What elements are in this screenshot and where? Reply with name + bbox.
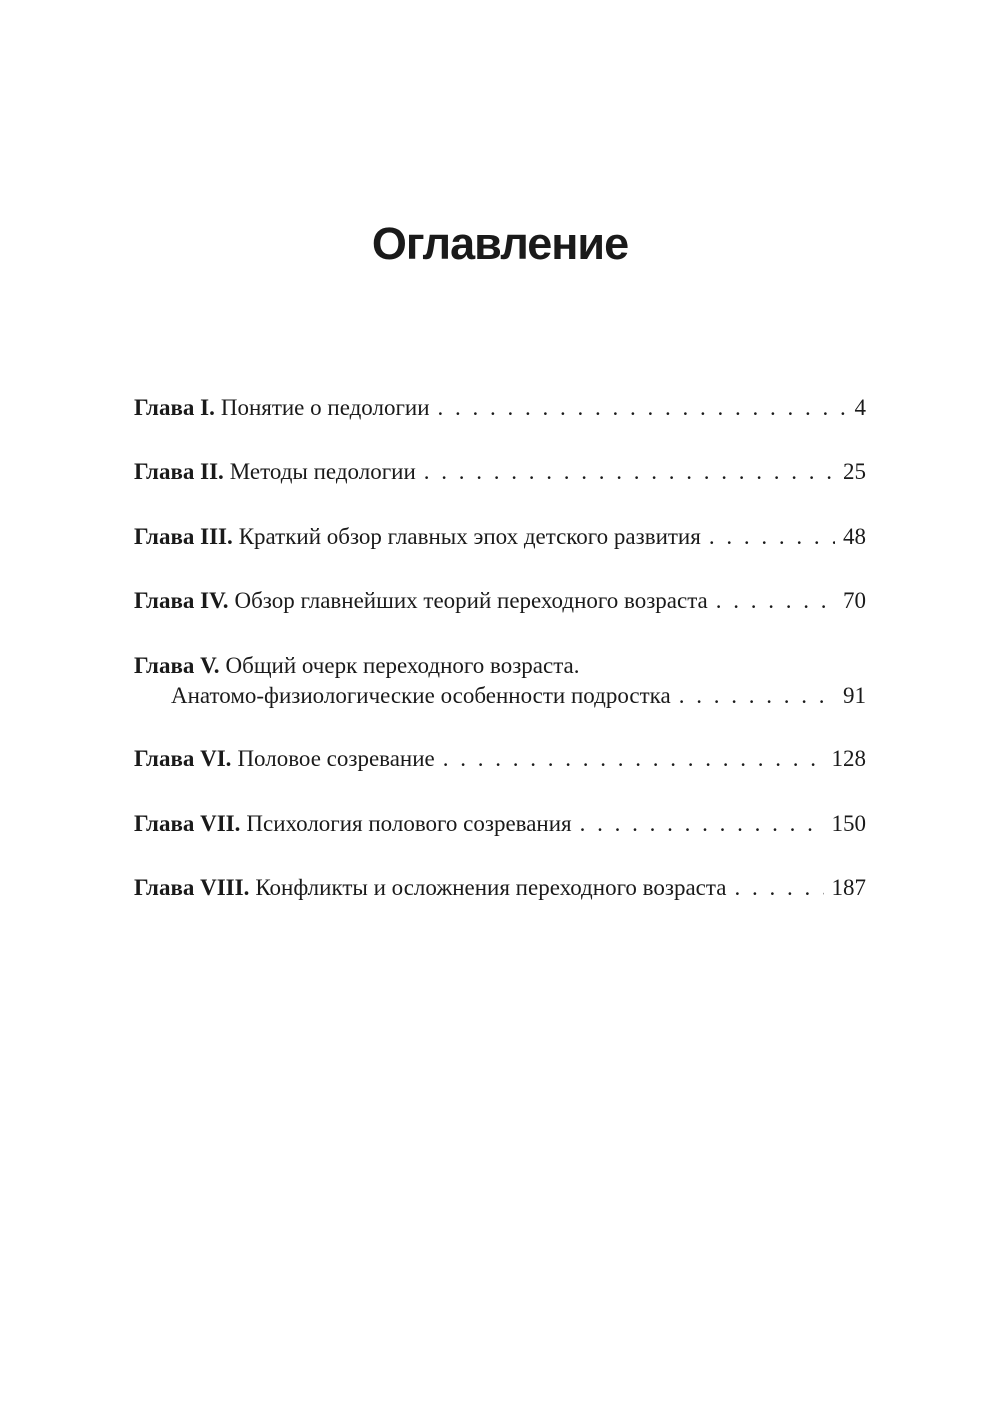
chapter-label: Глава III. <box>134 524 233 549</box>
chapter-title: Общий очерк переходного возраста. <box>225 653 580 678</box>
chapter-label: Глава VII. <box>134 811 241 836</box>
page-title: Оглавление <box>371 218 629 269</box>
page-number: 128 <box>831 746 866 771</box>
toc-entry-chapter-5[interactable] <box>134 651 866 711</box>
dot-leader <box>438 393 847 423</box>
page-number: 48 <box>843 524 866 549</box>
toc-entry-chapter-4[interactable] <box>134 586 866 616</box>
dot-leader <box>443 744 824 774</box>
chapter-label: Глава IV. <box>134 588 229 613</box>
dot-leader <box>424 457 835 487</box>
page-number: 91 <box>843 683 866 708</box>
toc-entry-chapter-7[interactable] <box>134 809 866 839</box>
chapter-title: Половое созревание <box>237 746 435 771</box>
toc-entry-chapter-1[interactable] <box>134 393 866 423</box>
chapter-label: Глава V. <box>134 653 220 678</box>
toc-entry-chapter-6[interactable] <box>134 744 866 774</box>
dot-leader <box>580 809 824 839</box>
chapter-label: Глава VIII. <box>134 875 250 900</box>
toc-entry-chapter-3[interactable] <box>134 522 866 552</box>
toc-entry-chapter-2[interactable] <box>134 457 866 487</box>
page-number: 187 <box>831 875 866 900</box>
page-number: 25 <box>843 459 866 484</box>
page-number: 70 <box>843 588 866 613</box>
dot-leader <box>709 522 835 552</box>
chapter-title: Методы педологии <box>229 459 416 484</box>
chapter-subtitle: Анатомо-физиологические особенности подростка <box>171 683 671 708</box>
chapter-label: Глава I. <box>134 395 215 420</box>
chapter-label: Глава II. <box>134 459 224 484</box>
page-number: 150 <box>831 811 866 836</box>
chapter-title: Понятие о педологии <box>220 395 430 420</box>
chapter-title: Психология полового созревания <box>246 811 572 836</box>
dot-leader <box>716 586 835 616</box>
chapter-title: Обзор главнейших теорий переходного возраста <box>234 588 708 613</box>
toc-entry-chapter-8[interactable] <box>134 873 866 903</box>
page-number: 4 <box>854 395 866 420</box>
chapter-title: Краткий обзор главных эпох детского развития <box>238 524 701 549</box>
dot-leader <box>679 681 835 711</box>
dot-leader <box>734 873 823 903</box>
chapter-title: Конфликты и осложнения переходного возраста <box>255 875 727 900</box>
chapter-label: Глава VI. <box>134 746 232 771</box>
